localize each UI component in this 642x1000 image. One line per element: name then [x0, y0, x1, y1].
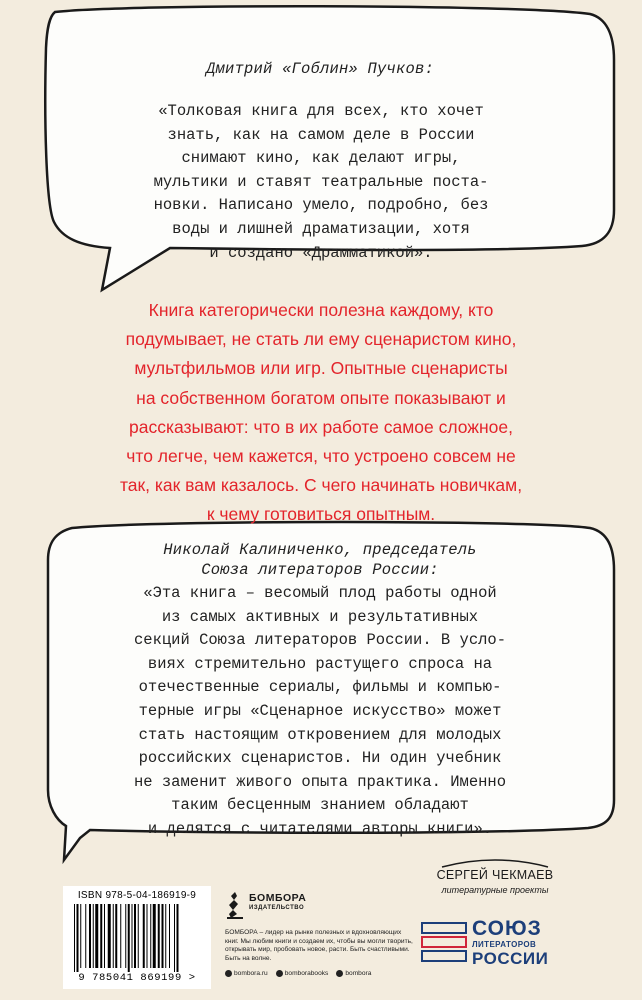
quote2-line: из самых активных и результативных [161, 607, 479, 626]
quote2-author-line: Николай Калиниченко, председатель [163, 541, 477, 559]
isbn-number: ISBN 978-5-04-186919-9 [77, 890, 197, 901]
vk-icon [276, 970, 283, 977]
soyuz-line3: РОССИИ [472, 949, 549, 968]
quote2-line: российских сценаристов. Ни один учебник [138, 749, 502, 768]
book-annotation [78, 296, 564, 530]
annotation-line: так, как вам казалось. С чего начинать новичкам, [119, 475, 523, 496]
publisher-subtitle: ИЗДАТЕЛЬСТВО [249, 905, 305, 911]
barcode-image [74, 904, 200, 972]
quote2-line: виях стремительно растущего спроса на [147, 654, 493, 673]
quote2-line: «Эта книга – весомый плод работы одной [143, 584, 497, 602]
barcode-digits: 9 785041 869199 > [78, 972, 196, 984]
annotation-line: на собственном богатом опыте показывают и [136, 387, 506, 408]
quote1-author: Дмитрий «Гоблин» Пучков: [205, 60, 435, 78]
quote2-line: отечественные сериалы, фильмы и компью- [138, 678, 502, 697]
chekmaev-arc-icon [440, 855, 550, 869]
quote2-line: таким бесценным знанием обладают [171, 796, 469, 815]
annotation-line: рассказывают: что в их работе самое сложное, [128, 416, 514, 437]
globe-icon [225, 970, 232, 977]
quote2-text [78, 582, 562, 842]
soyuz-line1: СОЮЗ [472, 917, 542, 940]
annotation-line: мультфильмов или игр. Опытные сценаристы [134, 358, 508, 379]
chekmaev-subtitle: литературные проекты [441, 885, 549, 895]
social-label: bomborabooks [284, 970, 329, 977]
quote2-line: терные игры «Сценарное искусство» может [138, 701, 502, 720]
annotation-line: что легче, чем кажется, что устроено совсем не [126, 446, 516, 467]
bombora-logo-icon [225, 890, 245, 920]
quote2-author-line: Союза литераторов России: [201, 561, 439, 579]
quote2-line: и делятся с читателями авторы книги». [147, 819, 493, 838]
quote2-author [80, 540, 560, 580]
barcode-block [63, 886, 211, 989]
chekmaev-name: СЕРГЕЙ ЧЕКМАЕВ [436, 868, 554, 882]
social-label: bombora.ru [234, 970, 268, 977]
quote2-line: не заменит живого опыта практика. Именно [133, 772, 507, 791]
quote2-line: секций Союза литераторов России. В усло- [133, 631, 507, 650]
quote2-line: стать настоящим откровением для молодых [138, 725, 502, 744]
telegram-icon [336, 970, 343, 977]
quote1-line: знать, как на самом деле в России [167, 125, 475, 144]
social-link-site[interactable] [225, 970, 268, 977]
books-icon [420, 915, 468, 971]
publisher-name: БОМБОРА [249, 892, 307, 904]
annotation-line: Книга категорически полезна каждому, кто [148, 300, 494, 320]
social-link-vk[interactable] [276, 970, 329, 977]
quote1-line: новки. Написано умело, подробно, без [153, 196, 489, 215]
soyuz-line2: ЛИТЕРАТОРОВ [472, 940, 537, 949]
social-link-telegram[interactable] [336, 970, 371, 977]
quote1-line: снимают кино, как делают игры, [181, 149, 461, 168]
social-label: bombora [345, 970, 372, 977]
quote1-line: воды и лишней драматизации, хотя [172, 219, 470, 238]
publisher-socials [225, 970, 415, 977]
soyuz-logo [420, 915, 570, 971]
annotation-line: к чему готовиться опытным. [206, 504, 436, 525]
annotation-line: подумывает, не стать ли ему сценаристом кино, [125, 329, 517, 350]
quote1-line: и создано «Драмматикой». [209, 243, 433, 262]
quote1-line: «Толковая книга для всех, кто хочет [158, 102, 484, 120]
publisher-description: БОМБОРА – лидер на рынке полезных и вдохновляющих книг. Мы любим книги и создаем их, чтобы вы могли творить, открывать мир, пробовать новое, расти. Быть счастливыми. Быть на волне. [225, 929, 413, 962]
quote1-line: мультики и ставят театральные поста- [153, 172, 489, 191]
quote1-text [82, 100, 560, 265]
